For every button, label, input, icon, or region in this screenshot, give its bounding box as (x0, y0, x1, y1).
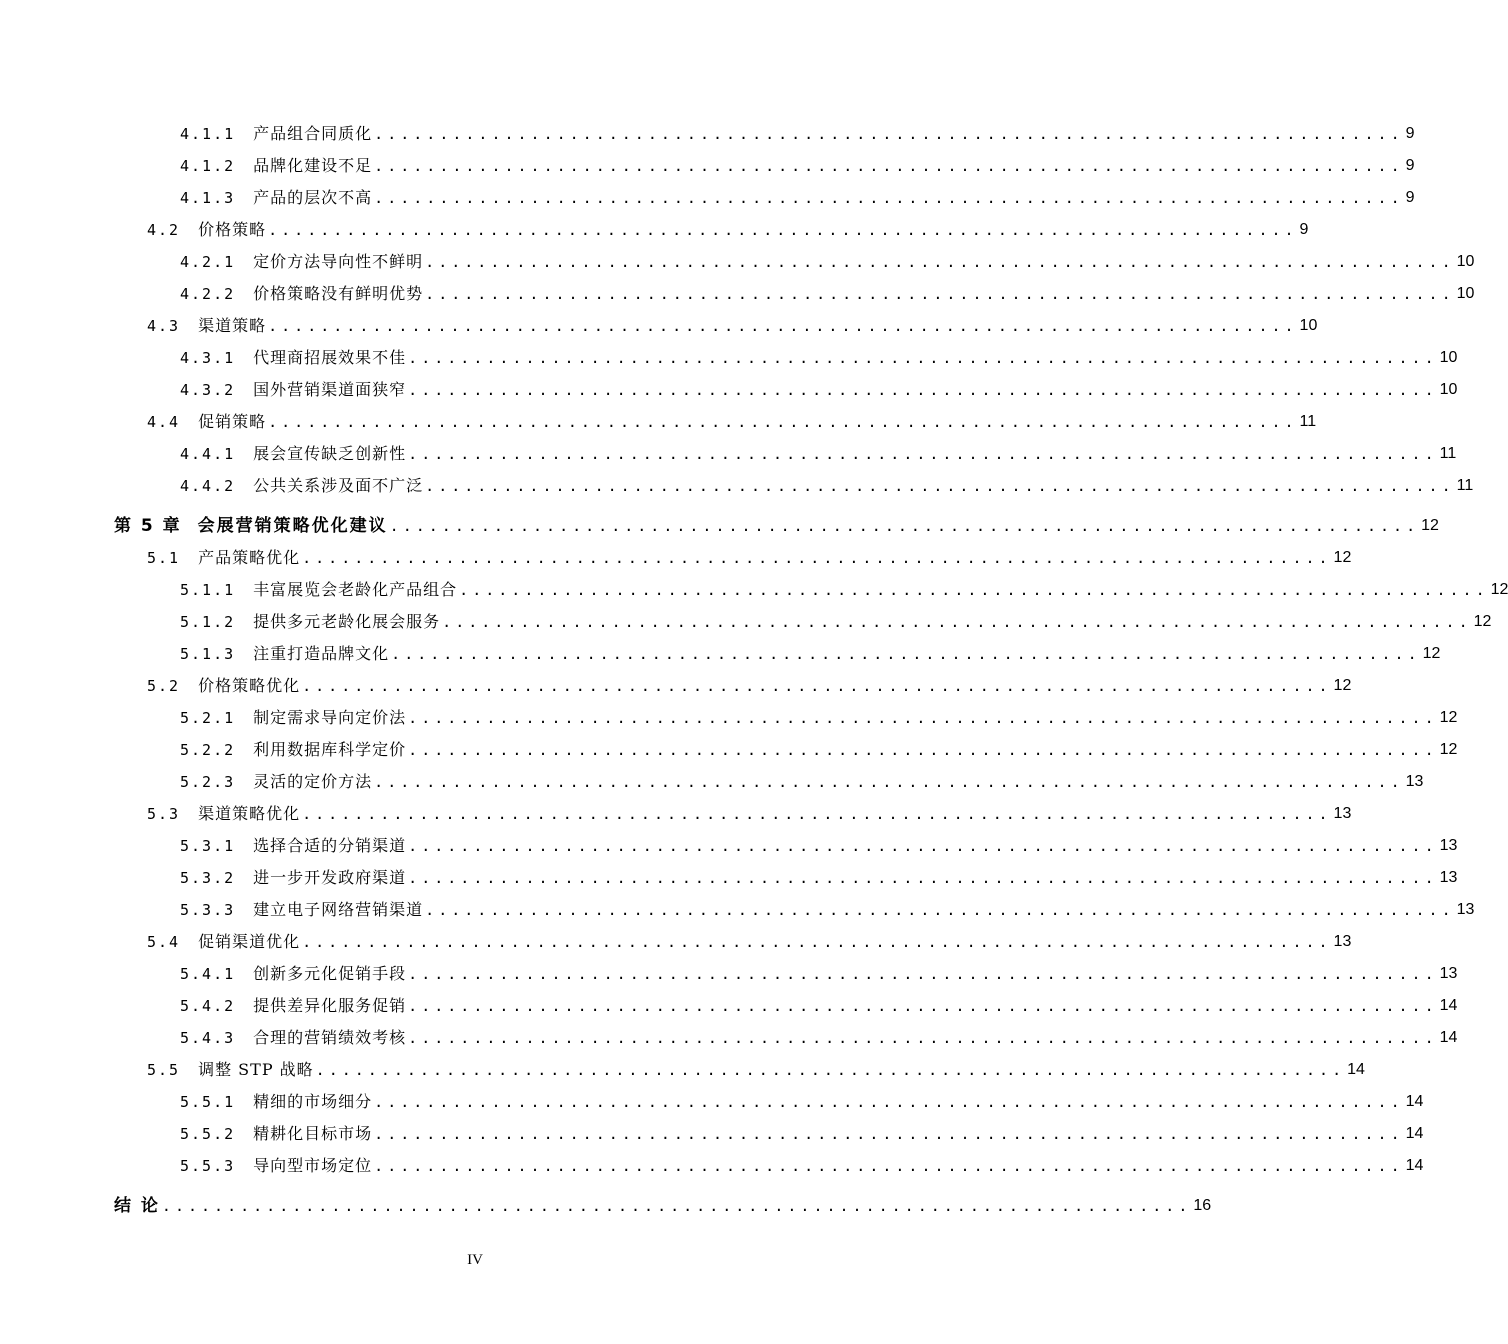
toc-entry[interactable] (147, 216, 1309, 240)
dot-leader: ............................................................................... (408, 709, 1438, 727)
dot-leader: ............................................................................... (408, 837, 1438, 855)
toc-entry[interactable] (147, 928, 1352, 952)
dot-leader: ............................................................................... (408, 381, 1438, 399)
toc-entry-title: 渠道策略 (198, 316, 267, 335)
toc-entry[interactable] (180, 704, 1458, 728)
toc-entry-number: 5.4.1 (180, 965, 236, 983)
dot-leader: ............................................................................... (302, 933, 1332, 951)
dot-leader: ............................................................................... (374, 1157, 1404, 1175)
toc-entry-number: 4.2 (147, 221, 181, 239)
toc-entry-title: 促销渠道优化 (198, 932, 301, 951)
toc-entry-title: 导向型市场定位 (253, 1156, 373, 1175)
toc-entry-page: 13 (1405, 773, 1424, 790)
toc-entry-number: 4.2.1 (180, 253, 236, 271)
toc-entry-number: 5.3 (147, 805, 181, 823)
toc-entry-page: 12 (1422, 645, 1441, 662)
toc-entry-title: 提供差异化服务促销 (253, 996, 407, 1015)
toc-entry-page: 11 (1456, 477, 1474, 494)
dot-leader: ............................................................................... (302, 677, 1332, 695)
toc-entry-number: 5.5.2 (180, 1125, 236, 1143)
toc-entry-number: 5.5 (147, 1061, 181, 1079)
toc-entry-title: 产品组合同质化 (253, 124, 373, 143)
dot-leader: ............................................................................... (161, 1197, 1192, 1215)
dot-leader: ............................................................................... (408, 869, 1438, 887)
toc-entry-title: 灵活的定价方法 (253, 772, 373, 791)
toc-entry[interactable] (147, 312, 1318, 336)
toc-entry[interactable] (180, 1024, 1458, 1048)
dot-leader: ............................................................................... (408, 741, 1438, 759)
toc-entry[interactable] (180, 832, 1458, 856)
toc-entry-title: 注重打造品牌文化 (253, 644, 390, 663)
toc-entry-number: 5.2.3 (180, 773, 236, 791)
toc-entry-page: 10 (1439, 349, 1458, 366)
toc-entry-number: 5.2.2 (180, 741, 236, 759)
toc-entry-title: 展会宣传缺乏创新性 (253, 444, 407, 463)
dot-leader: ............................................................................... (374, 189, 1404, 207)
toc-entry-page: 12 (1490, 581, 1508, 598)
toc-entry-title: 价格策略优化 (198, 676, 301, 695)
toc-entry-page: 13 (1439, 965, 1458, 982)
toc-entry-number: 5.3.3 (180, 901, 236, 919)
toc-entry-title: 定价方法导向性不鲜明 (253, 252, 424, 271)
dot-leader: ............................................................................... (425, 253, 1455, 271)
toc-entry-number: 4.1.2 (180, 157, 236, 175)
toc-entry-number: 4.4 (147, 413, 181, 431)
toc-entry-page: 14 (1347, 1061, 1365, 1078)
toc-entry[interactable] (180, 960, 1458, 984)
toc-entry[interactable] (147, 408, 1317, 432)
toc-entry-number: 5.4.3 (180, 1029, 236, 1047)
toc-entry-title: 价格策略没有鲜明优势 (253, 284, 424, 303)
toc-entry-page: 12 (1439, 709, 1458, 726)
toc-entry-number: 4.4.1 (180, 445, 236, 463)
toc-entry-page: 12 (1421, 517, 1439, 534)
toc-entry-page: 9 (1405, 189, 1415, 206)
toc-entry-page: 10 (1299, 317, 1318, 334)
toc-entry-page: 14 (1405, 1157, 1424, 1174)
dot-leader: ............................................................................... (302, 549, 1332, 567)
toc-entry[interactable] (180, 184, 1415, 208)
dot-leader: ............................................................................... (268, 317, 1298, 335)
toc-entry[interactable] (147, 1056, 1365, 1080)
toc-entry-number: 5.1 (147, 549, 181, 567)
page-number-footer: IV (467, 1252, 483, 1268)
toc-entry-page: 10 (1456, 285, 1475, 302)
toc-entry-page: 13 (1439, 837, 1458, 854)
toc-entry-page: 13 (1439, 869, 1458, 886)
toc-entry-number: 5.3.2 (180, 869, 236, 887)
toc-entry-page: 14 (1439, 997, 1458, 1014)
dot-leader: ............................................................................... (408, 997, 1438, 1015)
toc-entry-number: 4.3 (147, 317, 181, 335)
toc-entry[interactable] (147, 544, 1352, 568)
toc-entry[interactable] (180, 576, 1508, 600)
dot-leader: ............................................................................... (374, 157, 1404, 175)
toc-entry-title: 进一步开发政府渠道 (253, 868, 407, 887)
toc-chapter-entry[interactable] (114, 1192, 1212, 1216)
toc-entry[interactable] (180, 608, 1492, 632)
toc-entry-title: 产品策略优化 (198, 548, 301, 567)
toc-entry-number: 5.4 (147, 933, 181, 951)
toc-entry-title: 选择合适的分销渠道 (253, 836, 407, 855)
toc-entry[interactable] (180, 896, 1475, 920)
toc-entry-page: 14 (1405, 1093, 1424, 1110)
toc-entry-number: 5.2 (147, 677, 181, 695)
toc-entry-page: 10 (1439, 381, 1458, 398)
toc-chapter-title: 结 论 (114, 1196, 160, 1216)
toc-entry-page: 13 (1456, 901, 1475, 918)
dot-leader: ............................................................................... (408, 445, 1438, 463)
dot-leader: ............................................................................... (391, 645, 1421, 663)
toc-entry[interactable] (180, 1152, 1424, 1176)
toc-entry-title: 渠道策略优化 (198, 804, 301, 823)
toc-entry-title: 丰富展览会老龄化产品组合 (253, 580, 458, 599)
toc-entry-number: 4.1.3 (180, 189, 236, 207)
toc-entry-number: 4.1.1 (180, 125, 236, 143)
toc-entry-number: 4.3.2 (180, 381, 236, 399)
toc-entry-title: 制定需求导向定价法 (253, 708, 407, 727)
toc-entry-number: 5.3.1 (180, 837, 236, 855)
toc-entry[interactable] (180, 1120, 1424, 1144)
toc-entry[interactable] (180, 768, 1424, 792)
toc-entry-number: 4.3.1 (180, 349, 236, 367)
toc-entry-page: 13 (1333, 933, 1352, 950)
toc-entry-page: 12 (1473, 613, 1492, 630)
toc-entry-page: 9 (1299, 221, 1309, 238)
toc-entry-title: 创新多元化促销手段 (253, 964, 407, 983)
toc-entry-title: 价格策略 (198, 220, 267, 239)
dot-leader: ............................................................................... (425, 901, 1455, 919)
dot-leader: ............................................................................... (374, 125, 1404, 143)
dot-leader: ............................................................................... (374, 773, 1404, 791)
toc-entry[interactable] (180, 344, 1458, 368)
toc-entry[interactable] (180, 248, 1475, 272)
toc-entry-title: 合理的营销绩效考核 (253, 1028, 407, 1047)
toc-entry-title: 公共关系涉及面不广泛 (253, 476, 424, 495)
toc-chapter-title: 会展营销策略优化建议 (197, 516, 388, 536)
toc-entry-number: 4.4.2 (180, 477, 236, 495)
toc-entry-title: 调整 STP 战略 (198, 1060, 314, 1079)
toc-entry-page: 16 (1193, 1197, 1212, 1214)
dot-leader: ............................................................................... (425, 285, 1455, 303)
toc-entry-title: 产品的层次不高 (253, 188, 373, 207)
toc-entry-number: 4.2.2 (180, 285, 236, 303)
toc-entry-number: 5.1.1 (180, 581, 236, 599)
toc-entry-title: 精细的市场细分 (253, 1092, 373, 1111)
dot-leader: ............................................................................... (408, 965, 1438, 983)
dot-leader: ............................................................................... (374, 1093, 1404, 1111)
dot-leader: ............................................................................... (315, 1061, 1346, 1079)
toc-entry[interactable] (180, 1088, 1424, 1112)
dot-leader: ............................................................................... (374, 1125, 1404, 1143)
toc-entry[interactable] (180, 440, 1457, 464)
toc-entry[interactable] (180, 152, 1415, 176)
toc-entry-title: 国外营销渠道面狭窄 (253, 380, 407, 399)
dot-leader: ............................................................................... (459, 581, 1489, 599)
toc-entry[interactable] (180, 992, 1458, 1016)
toc-entry-title: 品牌化建设不足 (253, 156, 373, 175)
toc-entry-number: 5.5.1 (180, 1093, 236, 1111)
toc-entry-number: 5.1.2 (180, 613, 236, 631)
toc-entry-page: 11 (1299, 413, 1317, 430)
toc-entry-title: 建立电子网络营销渠道 (253, 900, 424, 919)
toc-entry-number: 5.2.1 (180, 709, 236, 727)
toc-entry[interactable] (180, 864, 1458, 888)
toc-entry[interactable] (180, 736, 1458, 760)
toc-entry-title: 提供多元老龄化展会服务 (253, 612, 441, 631)
toc-entry-number: 5.4.2 (180, 997, 236, 1015)
dot-leader: ............................................................................... (442, 613, 1472, 631)
toc-entry-number: 5.1.3 (180, 645, 236, 663)
toc-entry[interactable] (180, 472, 1474, 496)
toc-entry-page: 11 (1439, 445, 1457, 462)
toc-entry-page: 9 (1405, 157, 1415, 174)
toc-entry-number: 5.5.3 (180, 1157, 236, 1175)
toc-chapter-entry[interactable] (114, 512, 1439, 536)
toc-entry-page: 9 (1405, 125, 1415, 142)
toc-entry[interactable] (147, 800, 1352, 824)
dot-leader: ............................................................................... (302, 805, 1332, 823)
toc-entry[interactable] (180, 640, 1441, 664)
toc-entry[interactable] (180, 280, 1475, 304)
toc-entry-page: 14 (1405, 1125, 1424, 1142)
toc-entry-page: 12 (1439, 741, 1458, 758)
toc-entry[interactable] (180, 120, 1415, 144)
dot-leader: ............................................................................... (408, 1029, 1438, 1047)
toc-entry-title: 代理商招展效果不佳 (253, 348, 407, 367)
toc-entry[interactable] (147, 672, 1352, 696)
toc-entry-page: 10 (1456, 253, 1475, 270)
dot-leader: ............................................................................... (389, 517, 1420, 535)
toc-entry-page: 12 (1333, 677, 1352, 694)
toc-entry[interactable] (180, 376, 1458, 400)
toc-chapter-number: 第 5 章 (114, 516, 182, 536)
dot-leader: ............................................................................... (425, 477, 1455, 495)
dot-leader: ............................................................................... (408, 349, 1438, 367)
toc-entry-title: 精耕化目标市场 (253, 1124, 373, 1143)
toc-entry-page: 13 (1333, 805, 1352, 822)
toc-entry-title: 利用数据库科学定价 (253, 740, 407, 759)
dot-leader: ............................................................................... (268, 221, 1298, 239)
toc-entry-title: 促销策略 (198, 412, 267, 431)
dot-leader: ............................................................................... (268, 413, 1298, 431)
toc-entry-page: 12 (1333, 549, 1352, 566)
toc-entry-page: 14 (1439, 1029, 1458, 1046)
